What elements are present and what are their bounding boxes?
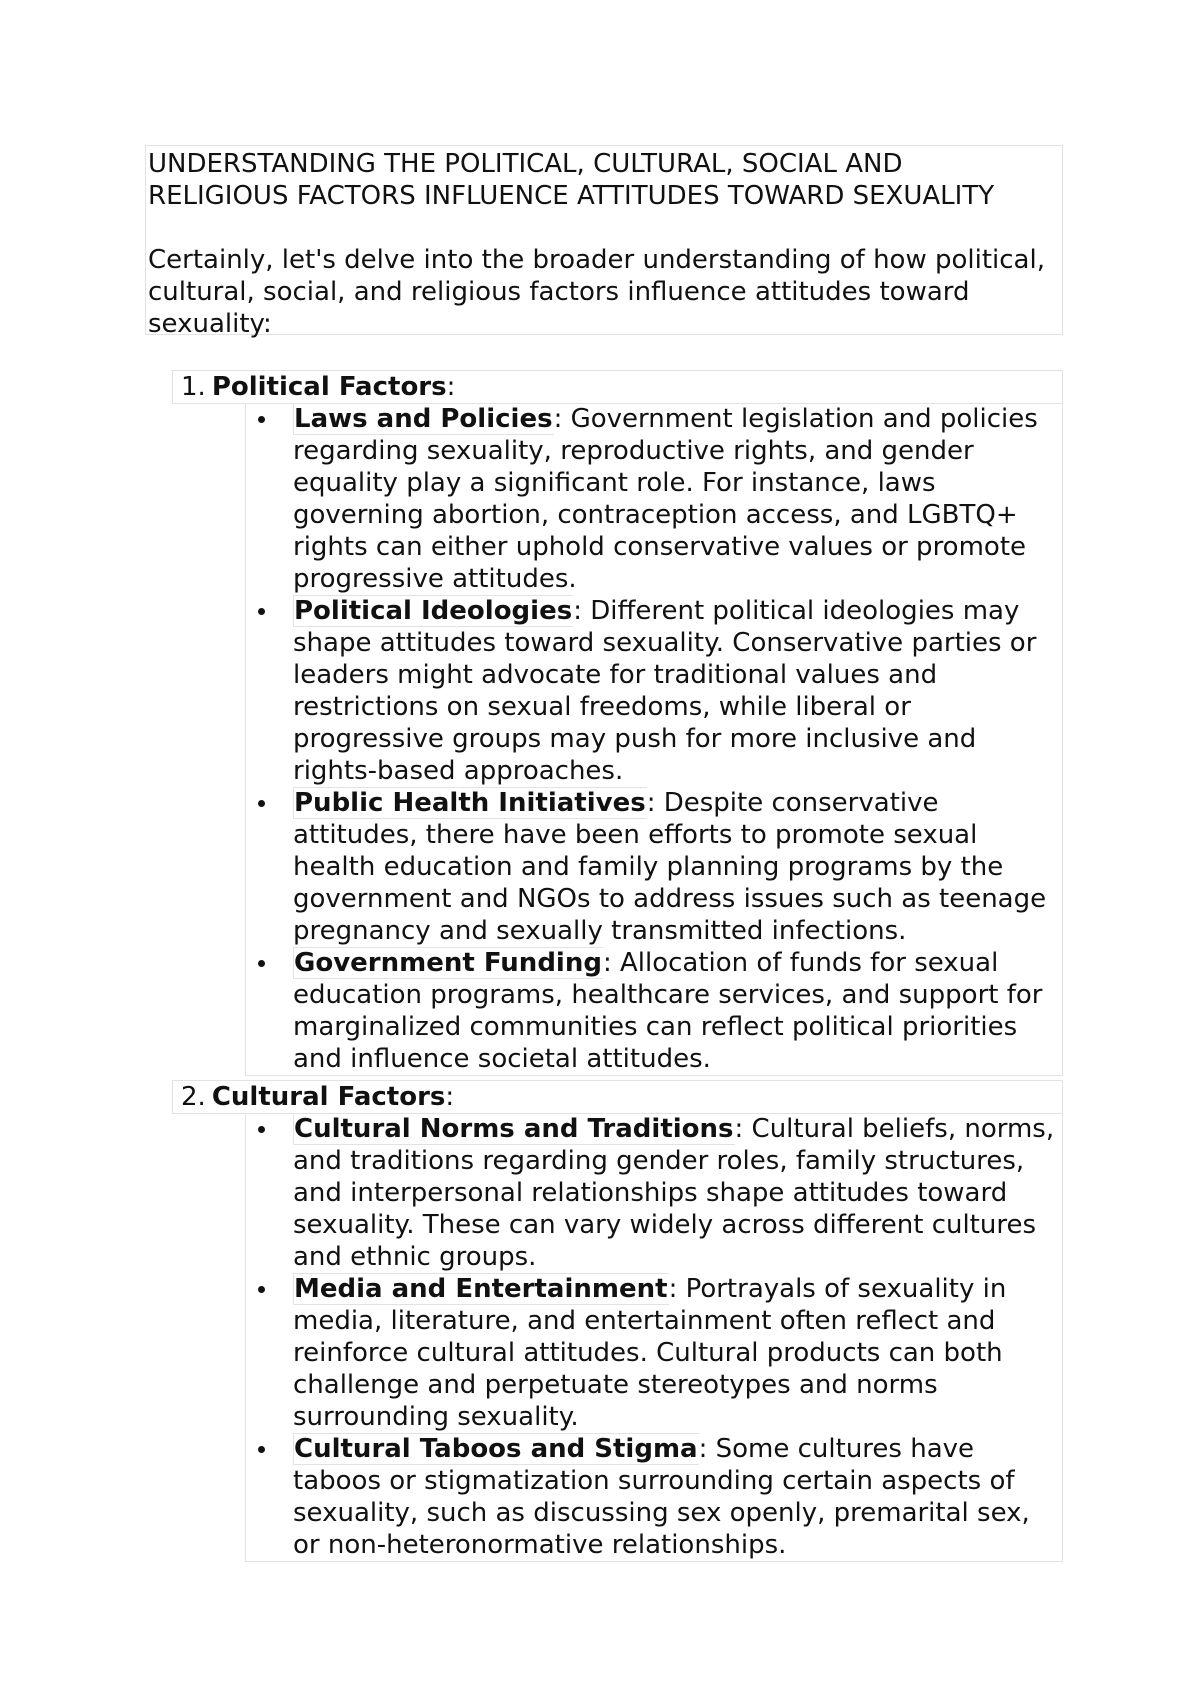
list-item	[246, 595, 1062, 787]
item-text: : Government legislation and policies regarding sexuality, reproductive rights, and gender equality play a significant role. For instance, laws governing abortion, contraception access, and LGBTQ+ rights can either uphold conservative values or promote progressive attitudes.	[293, 404, 1038, 594]
section-heading-cultural	[172, 1080, 1063, 1114]
item-text: : Portrayals of sexuality in media, literature, and entertainment often reflect and reinforce cultural attitudes. Cultural products can both challenge and perpetuate stereotypes and norms surrounding sexuality.	[293, 1274, 1007, 1432]
item-term: Laws and Policies	[294, 404, 553, 434]
item-term: Media and Entertainment	[294, 1274, 668, 1304]
section-colon: :	[446, 372, 456, 402]
item-text: : Despite conservative attitudes, there have been efforts to promote sexual health education and family planning programs by the government and NGOs to address issues such as teenage pregnancy and sexually transmitted infections.	[293, 788, 1047, 946]
title-line-1: UNDERSTANDING THE POLITICAL, CULTURAL, SOCIAL AND	[148, 149, 903, 179]
bullet-icon	[258, 1446, 265, 1453]
item-term: Cultural Norms and Traditions	[294, 1114, 734, 1144]
list-item	[246, 403, 1062, 595]
item-term: Political Ideologies	[294, 596, 573, 626]
bullet-list-cultural	[245, 1113, 1063, 1562]
bullet-icon	[258, 608, 265, 615]
list-item	[246, 1113, 1062, 1273]
title-line-2: RELIGIOUS FACTORS INFLUENCE ATTITUDES TOWARD SEXUALITY	[148, 181, 995, 211]
bullet-icon	[258, 960, 265, 967]
item-text: : Allocation of funds for sexual education programs, healthcare services, and support for marginalized communities can reflect political priorities and influence societal attitudes.	[293, 948, 1043, 1074]
list-item	[246, 1433, 1062, 1561]
list-item	[246, 947, 1062, 1075]
item-text: : Some cultures have taboos or stigmatization surrounding certain aspects of sexuality, such as discussing sex openly, premarital sex, or non-heteronormative relationships.	[293, 1434, 1030, 1560]
document-title	[148, 148, 1060, 212]
item-term: Government Funding	[294, 948, 602, 978]
bullet-list-political	[245, 403, 1063, 1076]
intro-box	[145, 145, 1063, 339]
bullet-icon	[258, 800, 265, 807]
item-term: Public Health Initiatives	[294, 788, 646, 818]
item-text: : Cultural beliefs, norms, and traditions regarding gender roles, family structures, and interpersonal relationships shape attitudes toward sexuality. These can vary widely across different cultures and ethnic groups.	[293, 1114, 1055, 1272]
bullet-icon	[258, 1286, 265, 1293]
item-term: Cultural Taboos and Stigma	[294, 1434, 698, 1464]
list-item	[246, 1273, 1062, 1433]
section-heading-text: Political Factors	[211, 372, 447, 402]
section-number: 2.	[181, 1082, 206, 1112]
intro-paragraph: Certainly, let's delve into the broader understanding of how political, cultural, social, and religious factors influence attitudes toward sexuality:	[148, 245, 1045, 339]
section-heading-political	[172, 370, 1063, 404]
bullet-icon	[258, 1126, 265, 1133]
item-text: : Different political ideologies may shape attitudes toward sexuality. Conservative parties or leaders might advocate for traditional values and restrictions on sexual freedoms, while liberal or progressive groups may push for more inclusive and rights-based approaches.	[293, 596, 1037, 786]
section-heading-text: Cultural Factors	[211, 1082, 446, 1112]
section-number: 1.	[181, 372, 206, 402]
section-colon: :	[445, 1082, 455, 1112]
list-item	[246, 787, 1062, 947]
bullet-icon	[258, 416, 265, 423]
